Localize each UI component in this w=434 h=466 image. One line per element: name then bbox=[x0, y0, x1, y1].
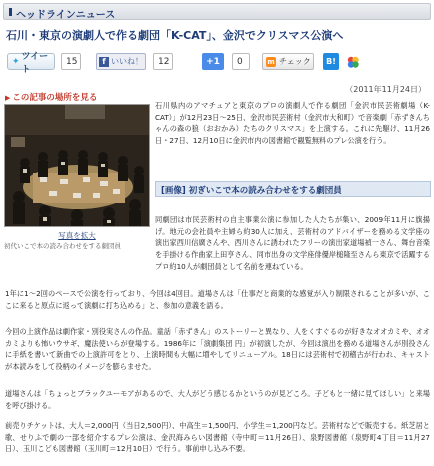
hatena-bookmark-button[interactable] bbox=[323, 53, 339, 70]
rehearsal-photo-image bbox=[5, 105, 150, 227]
article-paragraph-6: 前売りチケットは、大人＝2,000円（当日2,500円）、中高生＝1,500円、小学生＝1,200円など。芸術村などで販売する。紙芝居と歌、せりふで劇の一部を紹介するプレ公演は、金沢海みらい図書館（寺中町＝11月26日）、泉野図書館（泉野町4丁目＝11月27日）、玉川こども図書館（玉川町＝12月10日）で行う。事前申し込み不要。 bbox=[5, 421, 430, 454]
check-label: チェック bbox=[279, 57, 311, 66]
photo-caption: 初代いこで本の読み合わせをする劇団員 bbox=[4, 242, 121, 250]
headline-news-label: ヘッドラインニュース bbox=[16, 10, 116, 21]
tweet-label: ツイート bbox=[21, 51, 49, 75]
article-paragraph-1: 石川県内のアマチュアと東京のプロの演劇人で作る劇団「金沢市民芸術劇場（K-CAT）」が12月23日～25日、金沢市民芸術村（金沢市大和町）で音楽劇「赤ずきんちゃんの森の狼（おおかみ）たちのクリスマス」を上演する。これに先駆け、11月26日・27日、12月10日に金沢市内の図書館で観覧無料のプレ公演を行う。 bbox=[155, 101, 430, 146]
article-paragraph-2: 同劇団は市民芸術村の自主事業公演に参加した人たちが集い、2009年11月に旗揚げ。地元の会社員や主婦ら約30人に加え、芸術村のアドバイザーを務める文学座の演出家西川信廣さんや、西川さんに誘われたフリーの演出家道場禎一さん、舞台音楽を手掛ける作曲家上田亨さん、同市出身の文学座俳優岸槌隆至さんら東京で活躍するプロ約10人が劇団員として名前を連ねている。 bbox=[155, 215, 430, 271]
mixi-icon: m bbox=[267, 57, 275, 66]
like-count: 12 bbox=[153, 53, 173, 70]
twitter-bird-icon: ✦ bbox=[12, 56, 20, 67]
tweet-count: 15 bbox=[61, 53, 81, 70]
tweet-button[interactable] bbox=[7, 51, 55, 75]
map-link[interactable] bbox=[5, 91, 97, 103]
google-bookmark-button[interactable] bbox=[346, 55, 360, 69]
photo-enlarge-link[interactable]: 写真を拡大 bbox=[58, 231, 96, 240]
facebook-icon: f bbox=[99, 57, 109, 67]
google-bookmark-icon bbox=[346, 55, 360, 69]
hatena-label: B! bbox=[326, 57, 336, 66]
like-label: いいね！ bbox=[111, 57, 143, 66]
image-subheading-label: [画像] 初ぎいこで本の読み合わせをする劇団員 bbox=[161, 186, 342, 196]
image-subheading bbox=[155, 181, 431, 197]
triangle-right-icon: ▶ bbox=[5, 94, 11, 102]
article-paragraph-4: 今回の上演作品は劇作家・別役実さんの作品。童話「赤ずきん」のストーリーと異なり、人をくすぐるのが好きなオオカミや、オオカミよりも怖いウサギ、魔法使いらが登場する。1986年に「演劇集団 円」が初演したが、今回は演出を務める道場さんが別役さんに手紙を書いて新曲での上演許可をとり、上演時間も大幅に増やしてリニューアル。18日には芸術村で初稽古が行われ、キャストが本読みをして役柄のイメージを膨らませた。 bbox=[5, 327, 430, 372]
google-plus-one-button[interactable] bbox=[202, 53, 224, 70]
plus-one-label: +1 bbox=[206, 56, 220, 67]
headline-marker bbox=[9, 8, 12, 16]
article-paragraph-5: 道場さんは「ちょっとブラックユーモアがあるので、大人がどう感じるかというのが見どころ。子どもと一緒に見てほしい」と来場を呼び掛ける。 bbox=[5, 389, 430, 410]
article-photo[interactable] bbox=[4, 104, 150, 227]
facebook-like-button[interactable] bbox=[96, 53, 146, 70]
article-paragraph-3: 1年に1～2回のペースで公演を行っており、今回は4回目。道場さんは「仕事だと商業的な感覚が入り制限されることが多いが、ここに来ると原点に返って演劇に打ち込める」と、参加の意義を語る。 bbox=[5, 289, 430, 310]
map-link-label: この記事の場所を見る bbox=[12, 93, 98, 103]
mixi-check-button[interactable] bbox=[262, 53, 314, 70]
article-title: 石川・東京の演劇人で作る劇団「K-CAT」、金沢でクリスマス公演へ bbox=[6, 29, 344, 42]
plus-one-count: 0 bbox=[232, 53, 250, 70]
headline-news-bar bbox=[3, 3, 431, 20]
article-date: （2011年11月24日） bbox=[345, 85, 426, 94]
